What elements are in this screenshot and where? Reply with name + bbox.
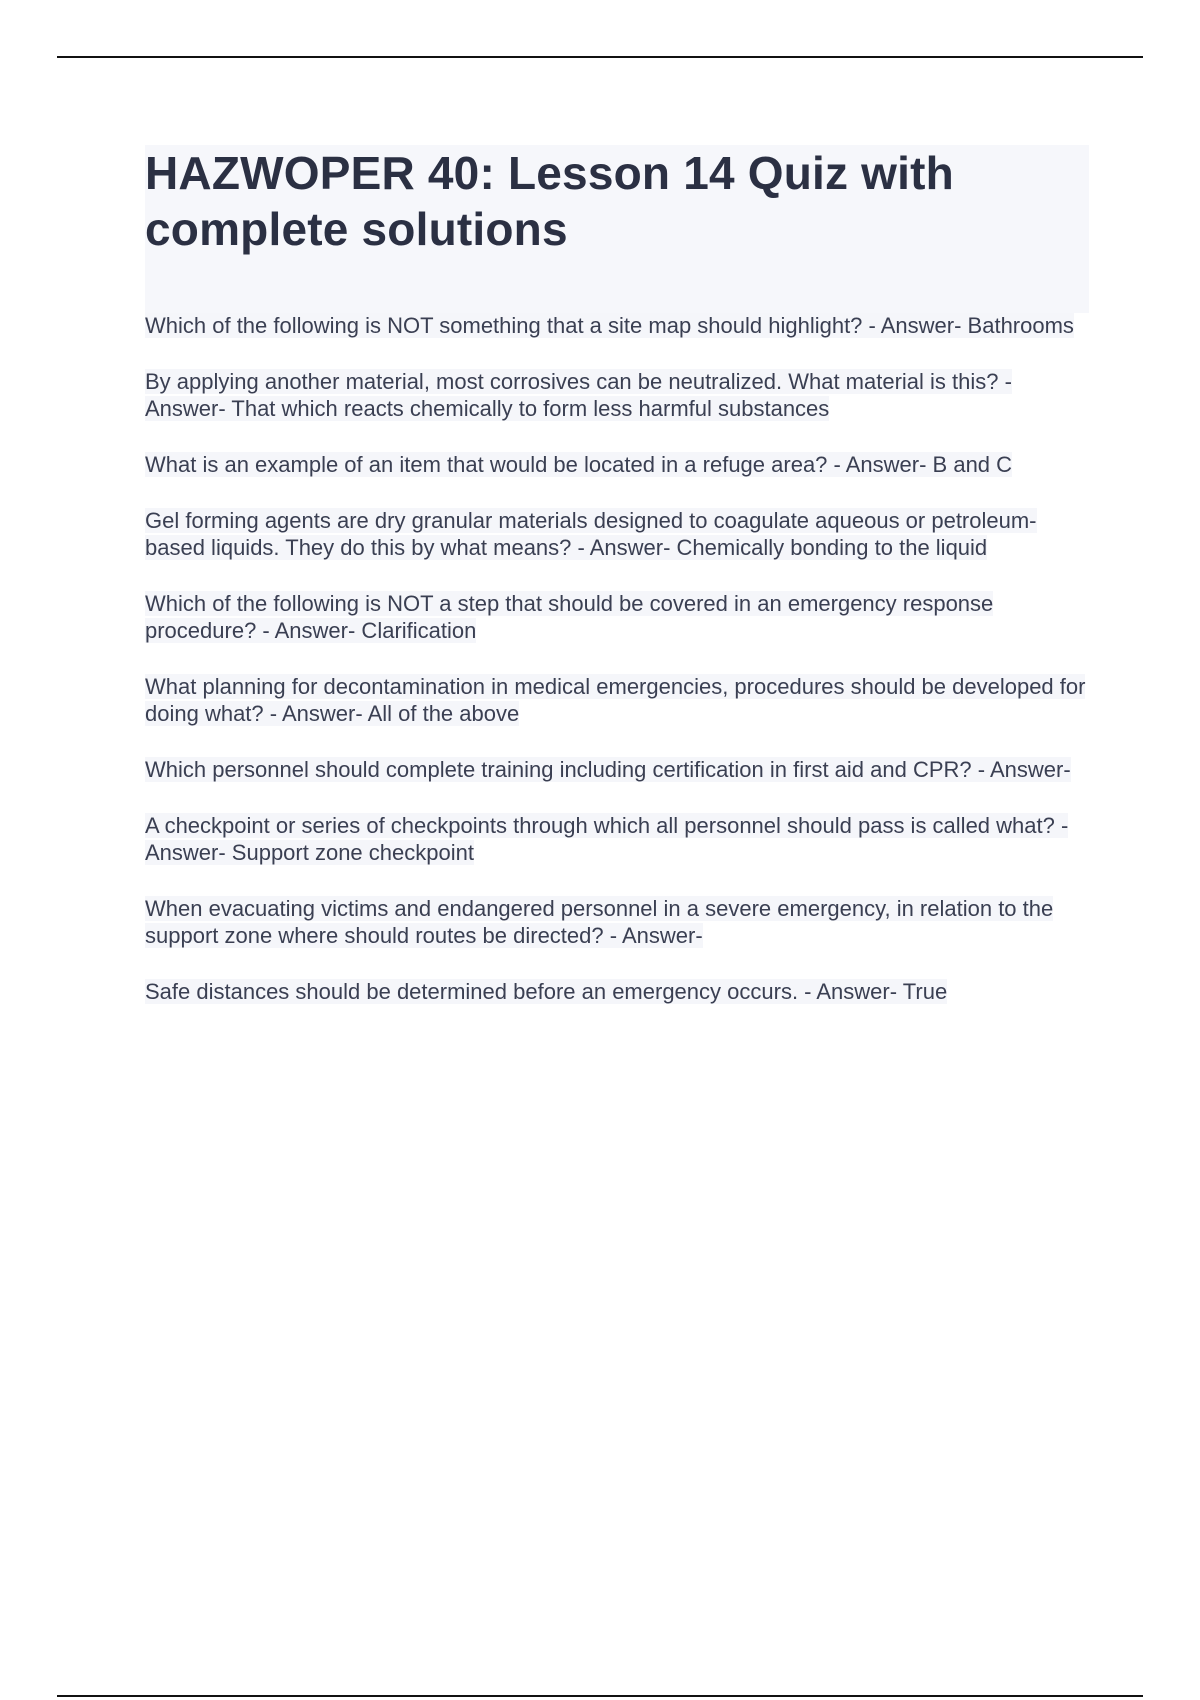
qa-item-4 [145, 507, 1089, 561]
qa-text: What planning for decontamination in medical emergencies, procedures should be developed for doing what? - Answer- All of the above [145, 674, 1086, 726]
qa-text: Which personnel should complete training including certification in first aid and CPR? - Answer- [145, 757, 1071, 782]
qa-text: By applying another material, most corrosives can be neutralized. What material is this? - Answer- That which reacts chemically to form less harmful substances [145, 369, 1012, 421]
qa-text: Which of the following is NOT something that a site map should highlight? - Answer- Bathrooms [145, 313, 1074, 338]
qa-item-3 [145, 451, 1089, 478]
qa-text: What is an example of an item that would be located in a refuge area? - Answer- B and C [145, 452, 1013, 477]
qa-item-7 [145, 756, 1089, 783]
qa-text: Gel forming agents are dry granular materials designed to coagulate aqueous or petroleum-based liquids. They do this by what means? - Answer- Chemically bonding to the liquid [145, 508, 1037, 560]
qa-item-9 [145, 895, 1089, 949]
qa-text: Which of the following is NOT a step that should be covered in an emergency response procedure? - Answer- Clarification [145, 591, 994, 643]
qa-list [145, 312, 1089, 1034]
title-block [145, 145, 1089, 313]
qa-item-8 [145, 812, 1089, 866]
qa-item-2 [145, 368, 1089, 422]
qa-text: When evacuating victims and endangered personnel in a severe emergency, in relation to the support zone where should routes be directed? - Answer- [145, 896, 1054, 948]
qa-item-10 [145, 978, 1089, 1005]
qa-text: A checkpoint or series of checkpoints through which all personnel should pass is called what? - Answer- Support zone checkpoint [145, 813, 1069, 865]
header-rule [57, 56, 1143, 58]
qa-item-1 [145, 312, 1089, 339]
document-title: HAZWOPER 40: Lesson 14 Quiz with complete solutions [145, 147, 954, 255]
qa-text: Safe distances should be determined before an emergency occurs. - Answer- True [145, 979, 948, 1004]
qa-item-6 [145, 673, 1089, 727]
qa-item-5 [145, 590, 1089, 644]
footer-rule [57, 1695, 1143, 1697]
